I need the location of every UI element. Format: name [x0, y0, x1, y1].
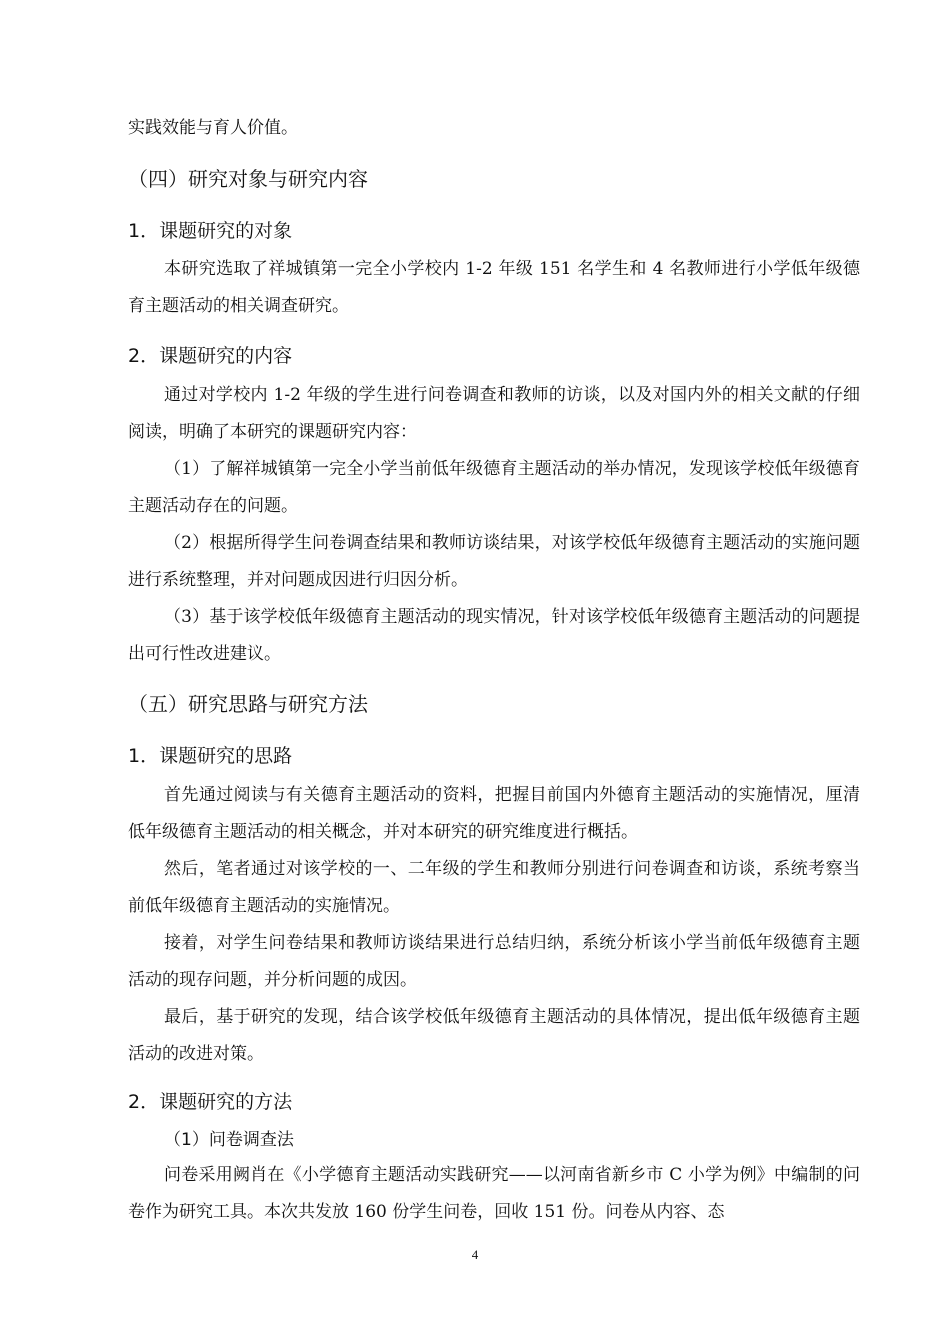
subheading-research-approach: 1．课题研究的思路	[128, 745, 293, 767]
page-number: 4	[471, 1247, 479, 1262]
paragraph-research-content-intro: 通过对学校内 1-2 年级的学生进行问卷调查和教师的访谈，以及对国内外的相关文献的仔细阅读，明确了本研究的课题研究内容：	[128, 385, 860, 442]
section-heading-4: （四）研究对象与研究内容	[128, 167, 368, 191]
paragraph-research-object: 本研究选取了祥城镇第一完全小学校内 1-2 年级 151 名学生和 4 名教师进行小学低年级德育主题活动的相关调查研究。	[128, 259, 860, 316]
section-heading-5: （五）研究思路与研究方法	[128, 692, 368, 716]
subheading-research-object: 1．课题研究的对象	[128, 220, 293, 242]
paragraph-approach-next: 接着，对学生问卷结果和教师访谈结果进行总结归纳，系统分析该小学当前低年级德育主题活动的现存问题，并分析问题的成因。	[128, 933, 860, 990]
paragraph-approach-then: 然后，笔者通过对该学校的一、二年级的学生和教师分别进行问卷调查和访谈，系统考察当前低年级德育主题活动的实施情况。	[128, 859, 860, 916]
subheading-questionnaire-method: （1）问卷调查法	[164, 1130, 294, 1150]
paragraph-continuation: 实践效能与育人价值。	[128, 118, 298, 138]
paragraph-approach-finally: 最后，基于研究的发现，结合该学校低年级德育主题活动的具体情况，提出低年级德育主题活动的改进对策。	[128, 1007, 860, 1064]
paragraph-questionnaire: 问卷采用阙肖在《小学德育主题活动实践研究——以河南省新乡市 C 小学为例》中编制的问卷作为研究工具。本次共发放 160 份学生问卷，回收 151 份。问卷从内容、态	[128, 1165, 860, 1222]
paragraph-content-item-1: （1）了解祥城镇第一完全小学当前低年级德育主题活动的举办情况，发现该学校低年级德育主题活动存在的问题。	[128, 459, 860, 516]
paragraph-approach-first: 首先通过阅读与有关德育主题活动的资料，把握目前国内外德育主题活动的实施情况，厘清低年级德育主题活动的相关概念，并对本研究的研究维度进行概括。	[128, 785, 860, 842]
subheading-research-content: 2．课题研究的内容	[128, 345, 293, 367]
subheading-research-methods: 2．课题研究的方法	[128, 1091, 293, 1113]
paragraph-content-item-2: （2）根据所得学生问卷调查结果和教师访谈结果，对该学校低年级德育主题活动的实施问题进行系统整理，并对问题成因进行归因分析。	[128, 533, 860, 590]
paragraph-content-item-3: （3）基于该学校低年级德育主题活动的现实情况，针对该学校低年级德育主题活动的问题提出可行性改进建议。	[128, 607, 860, 664]
